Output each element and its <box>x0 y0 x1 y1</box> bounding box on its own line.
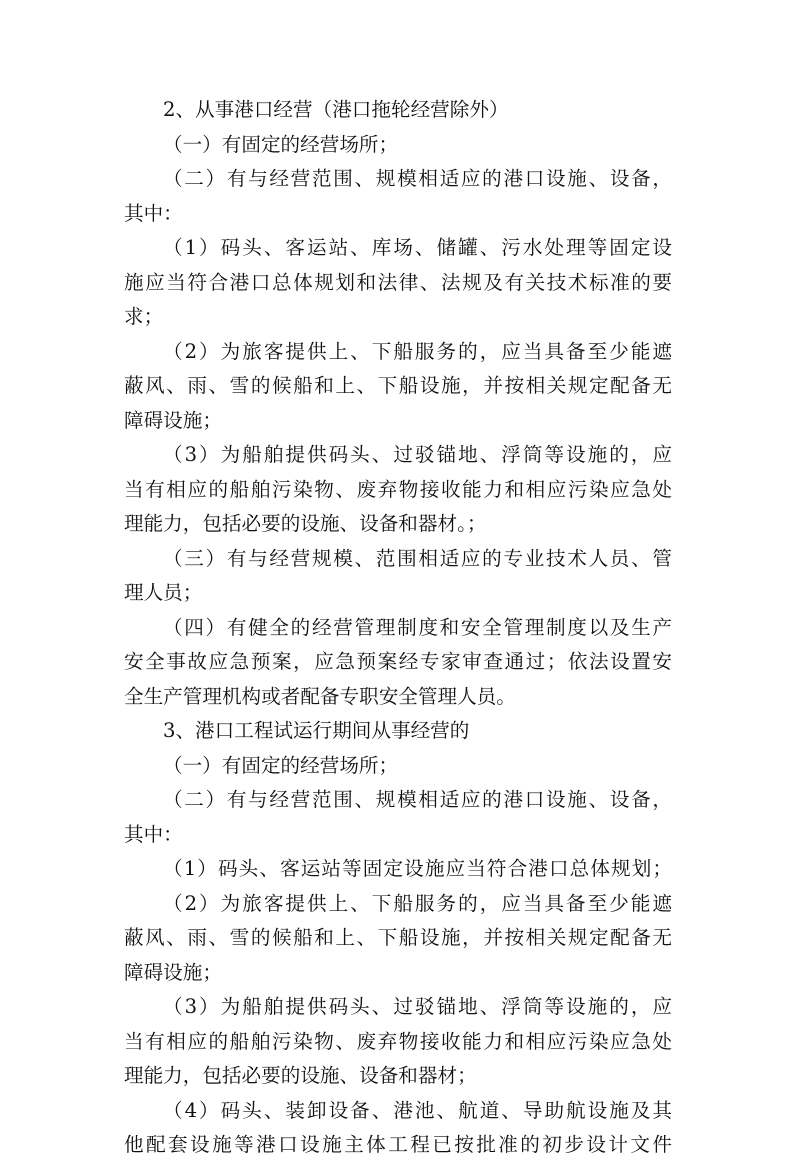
text-line: 当有相应的船舶污染物、废弃物接收能力和相应污染应急处 <box>124 1029 672 1053</box>
text-line: 蔽风、雨、雪的候船和上、下船设施，并按相关规定配备无 <box>124 374 672 397</box>
document-body <box>124 93 672 1163</box>
text-line: 3、港口工程试运行期间从事经营的 <box>163 719 470 742</box>
text-line: 安全事故应急预案，应急预案经专家审查通过；依法设置安 <box>124 650 672 673</box>
text-line: （四）有健全的经营管理制度和安全管理制度以及生产 <box>163 615 672 639</box>
text-line: 理能力，包括必要的设施、设备和器材； <box>124 1064 477 1087</box>
text-line: 他配套设施等港口设施主体工程已按批准的初步设计文件 <box>124 1133 672 1156</box>
text-line: （3）为船舶提供码头、过驳锚地、浮筒等设施的，应 <box>163 443 672 466</box>
text-line: （三）有与经营规模、范围相适应的专业技术人员、管 <box>163 546 672 570</box>
text-line: 蔽风、雨、雪的候船和上、下船设施，并按相关规定配备无 <box>124 926 672 949</box>
text-line: 障碍设施； <box>124 960 222 984</box>
text-line: 理能力，包括必要的设施、设备和器材。； <box>124 512 487 535</box>
text-line: （一）有固定的经营场所； <box>163 753 399 777</box>
text-line: （二）有与经营范围、规模相适应的港口设施、设备， <box>163 788 672 811</box>
text-line: 理人员； <box>124 581 203 604</box>
text-line: 求； <box>124 305 164 328</box>
text-line: （2）为旅客提供上、下船服务的，应当具备至少能遮 <box>163 891 672 915</box>
text-line: 2、从事港口经营（港口拖轮经营除外） <box>163 98 509 121</box>
text-line: 其中： <box>124 201 183 225</box>
text-line: 障碍设施； <box>124 408 222 432</box>
text-line: 当有相应的船舶污染物、废弃物接收能力和相应污染应急处 <box>124 477 672 501</box>
text-line: （2）为旅客提供上、下船服务的，应当具备至少能遮 <box>163 339 672 363</box>
text-line: 其中： <box>124 822 183 846</box>
text-line: （3）为船舶提供码头、过驳锚地、浮筒等设施的，应 <box>163 995 672 1018</box>
text-line: （1）码头、客运站等固定设施应当符合港口总体规划； <box>163 857 672 880</box>
text-line: （4）码头、装卸设备、港池、航道、导助航设施及其 <box>163 1098 672 1122</box>
text-line: 全生产管理机构或者配备专职安全管理人员。 <box>124 684 516 708</box>
text-line: 施应当符合港口总体规划和法律、法规及有关技术标准的要 <box>124 270 672 294</box>
text-line: （二）有与经营范围、规模相适应的港口设施、设备， <box>163 167 672 190</box>
text-line: （1）码头、客运站、库场、储罐、污水处理等固定设 <box>163 236 672 259</box>
text-line: （一）有固定的经营场所； <box>163 132 399 156</box>
